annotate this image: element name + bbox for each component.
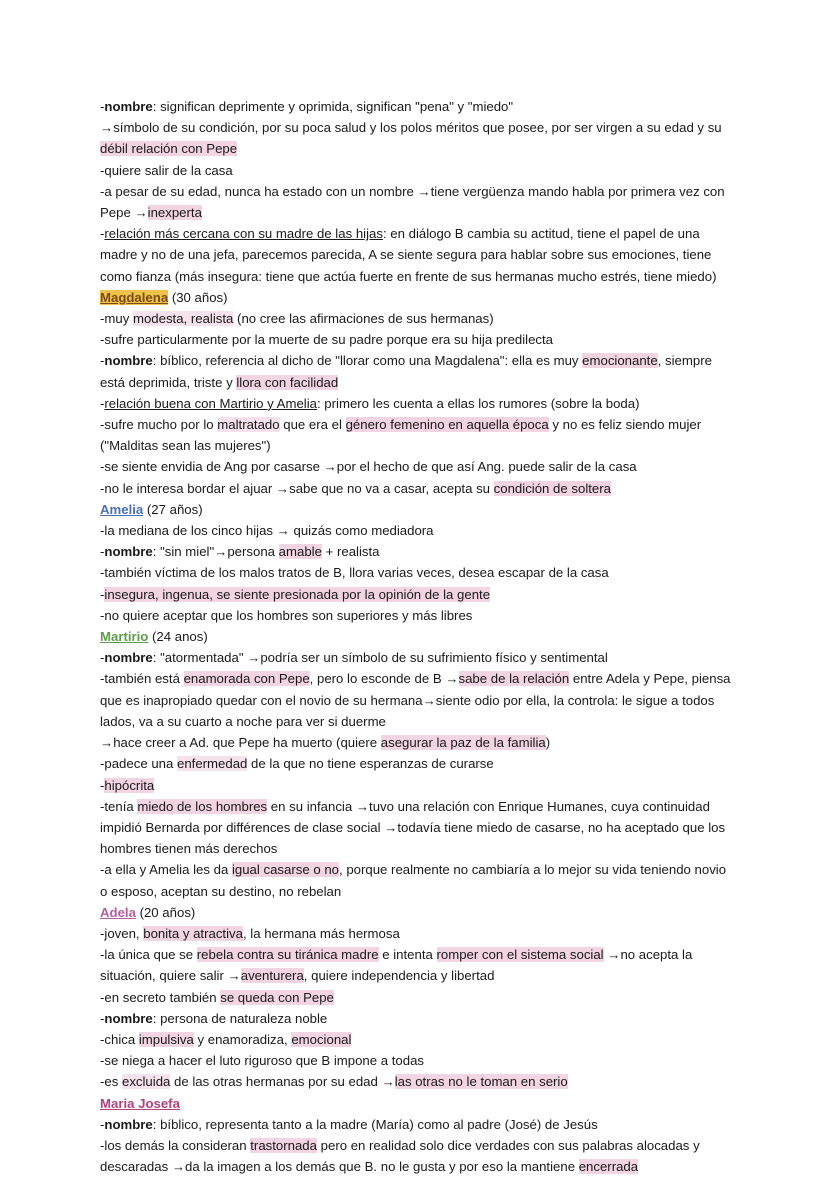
note-line <box>100 647 732 668</box>
plain-text: →no acepta la situación, quiere salir → <box>100 947 693 984</box>
plain-text: - <box>100 777 105 793</box>
note-line <box>100 584 732 605</box>
plain-text: -no quiere aceptar que los hombres son superiores y más libres <box>100 607 473 623</box>
underlined-text: relación más cercana con su madre de las hijas <box>104 226 383 242</box>
note-line <box>100 1114 732 1135</box>
plain-text: : en diálogo B cambia su actitud, tiene el papel de una madre y no de una jefa, parecemos parecida, A se siente segura para hablar sobre sus emociones, tiene como fianza (más insegura: tiene que actúa fuerte en frente de sus hermanas mucho estrés, tiene miedo) <box>100 226 717 284</box>
note-line <box>100 520 732 541</box>
plain-text: , pero lo esconde de B → <box>309 671 459 687</box>
character-name: Martirio <box>100 629 149 645</box>
character-name: Amelia <box>100 501 144 517</box>
note-line <box>100 393 732 414</box>
note-line <box>100 541 732 562</box>
character-age: (27 años) <box>143 501 203 517</box>
plain-text: : persona de naturaleza noble <box>152 1010 328 1026</box>
note-line <box>100 329 732 350</box>
section-mariajosefa <box>100 1093 732 1177</box>
highlight-pink: hipócrita <box>104 777 155 793</box>
plain-text: -sufre mucho por lo <box>100 417 218 433</box>
plain-text: -a ella y Amelia les da <box>100 862 232 878</box>
note-line <box>100 181 732 223</box>
plain-text: -tenía <box>100 798 138 814</box>
plain-text: de las otras hermanas por su edad → <box>170 1074 395 1090</box>
highlight-pink: trastornada <box>250 1137 317 1153</box>
highlight-pink: amable <box>278 544 322 560</box>
plain-text: -sufre particularmente por la muerte de su padre porque era su hija predilecta <box>100 332 554 348</box>
character-age: (20 años) <box>135 904 196 920</box>
plain-text: , siempre está deprimida, triste y <box>100 353 712 390</box>
document-body <box>100 96 732 1177</box>
plain-text: de la que no tiene esperanzas de curarse <box>247 756 494 772</box>
highlight-pink: sabe de la relación <box>458 671 570 687</box>
section-heading-magdalena <box>100 287 732 308</box>
highlight-pink: igual casarse o no <box>231 862 339 878</box>
plain-text: -padece una <box>100 756 177 772</box>
plain-text: entre Adela y Pepe, piensa que es inapropiado quedar con el novio de su hermana→siente odio por ella, la controla: le sigue a todos lados, va a su cuarto a noche para ver si duerme <box>100 671 731 729</box>
plain-text: -chica <box>100 1031 139 1047</box>
plain-text: -quiere salir de la casa <box>100 162 233 178</box>
highlight-pink: llora con facilidad <box>236 374 339 390</box>
plain-text: e intenta <box>378 947 437 963</box>
note-line <box>100 456 732 477</box>
highlight-pink-light: excluida <box>121 1074 171 1090</box>
plain-text: - <box>100 1010 105 1026</box>
bold-text: nombre <box>104 99 153 114</box>
note-line <box>100 1050 732 1071</box>
character-age: (30 años) <box>168 289 228 305</box>
plain-text: - <box>100 99 105 114</box>
section-heading-adela <box>100 902 732 923</box>
character-name: Maria Josefa <box>100 1095 180 1111</box>
plain-text: - <box>100 586 105 602</box>
character-age: (24 anos) <box>148 629 208 645</box>
highlight-pink: género femenino en aquella época <box>345 417 549 433</box>
note-line <box>100 414 732 456</box>
highlight-pink: bonita y atractiva <box>143 925 243 941</box>
plain-text: : "atormentada" →podría ser un símbolo de su sufrimiento físico y sentimental <box>152 650 608 666</box>
character-name: Adela <box>100 904 136 920</box>
plain-text: →símbolo de su condición, por su poca salud y los polos méritos que posee, por ser virgen a su edad y su <box>100 120 722 136</box>
underlined-text: relación buena con Martirio y Amelia <box>104 395 317 411</box>
plain-text: + realista <box>321 544 380 560</box>
note-line <box>100 796 732 860</box>
note-line <box>100 96 732 117</box>
section-amelia <box>100 499 732 626</box>
plain-text: que era el <box>279 417 346 433</box>
highlight-pink-light: modesta, realista <box>132 311 234 327</box>
plain-text: ) <box>545 735 551 751</box>
bold-text: nombre <box>104 544 153 560</box>
plain-text: -los demás la consideran <box>100 1137 251 1153</box>
plain-text: -también está <box>100 671 184 687</box>
note-line <box>100 605 732 626</box>
section-martirio <box>100 626 732 902</box>
plain-text: -es <box>100 1074 122 1090</box>
highlight-pink: asegurar la paz de la familia <box>380 735 546 751</box>
section-intro <box>100 96 732 287</box>
highlight-pink: débil relación con Pepe <box>100 141 238 157</box>
plain-text: -también víctima de los malos tratos de B, llora varias veces, desea escapar de la casa <box>100 565 609 581</box>
plain-text: -muy <box>100 311 133 327</box>
plain-text: , la hermana más hermosa <box>242 925 400 941</box>
plain-text: : primero les cuenta a ellas los rumores (sobre la boda) <box>316 395 640 411</box>
note-line <box>100 160 732 181</box>
plain-text: - <box>100 353 105 369</box>
note-line <box>100 923 732 944</box>
highlight-pink: romper con el sistema social <box>436 947 604 963</box>
note-line <box>100 1135 732 1177</box>
plain-text: : bíblico, representa tanto a la madre (María) como al padre (José) de Jesús <box>152 1116 598 1132</box>
bold-text: nombre <box>104 353 153 369</box>
plain-text: - <box>100 1116 105 1132</box>
highlight-pink: encerrada <box>578 1159 639 1175</box>
plain-text: y enamoradiza, <box>193 1031 292 1047</box>
highlight-pink: rebela contra su tiránica madre <box>196 947 379 963</box>
plain-text: , porque realmente no cambiaría a lo mejor su vida teniendo novio o esposo, aceptan su destino, no rebelan <box>100 862 727 899</box>
section-heading-amelia <box>100 499 732 520</box>
plain-text: : significan deprimente y oprimida, significan "pena" y "miedo" <box>152 99 514 114</box>
note-line <box>100 478 732 499</box>
note-line <box>100 775 732 796</box>
note-line <box>100 562 732 583</box>
note-line <box>100 859 732 901</box>
plain-text: : "sin miel"→persona <box>152 544 279 560</box>
highlight-pink: miedo de los hombres <box>137 798 268 814</box>
note-line <box>100 223 732 287</box>
note-line <box>100 668 732 732</box>
highlight-pink: impulsiva <box>138 1031 194 1047</box>
note-line <box>100 987 732 1008</box>
plain-text: (no cree las afirmaciones de sus hermanas) <box>233 311 494 327</box>
note-line <box>100 753 732 774</box>
section-heading-martirio <box>100 626 732 647</box>
plain-text: -a pesar de su edad, nunca ha estado con un nombre →tiene vergüenza mando habla por primera vez con Pepe → <box>100 183 725 221</box>
plain-text: -no le interesa bordar el ajuar →sabe que no va a casar, acepta su <box>100 480 494 496</box>
highlight-pink: enamorada con Pepe <box>183 671 310 687</box>
character-name: Magdalena <box>100 289 169 305</box>
section-magdalena <box>100 287 732 499</box>
highlight-pink: se queda con Pepe <box>220 989 334 1005</box>
note-line <box>100 350 732 392</box>
plain-text: : bíblico, referencia al dicho de "llorar como una Magdalena": ella es muy <box>152 353 583 369</box>
plain-text: -se niega a hacer el luto riguroso que B impone a todas <box>100 1053 425 1069</box>
plain-text: -joven, <box>100 925 144 941</box>
note-line <box>100 732 732 753</box>
note-line <box>100 944 732 986</box>
highlight-pink: inexperta <box>147 205 202 221</box>
plain-text: - <box>100 226 105 242</box>
plain-text: , quiere independencia y libertad <box>303 968 495 984</box>
highlight-pink-light: maltratado <box>217 417 280 433</box>
highlight-pink: emocional <box>291 1031 352 1047</box>
highlight-pink: insegura, ingenua, se siente presionada por la opinión de la gente <box>104 586 491 602</box>
note-line <box>100 1029 732 1050</box>
bold-text: nombre <box>104 1010 153 1026</box>
highlight-pink: aventurera <box>240 968 304 984</box>
plain-text: →hace creer a Ad. que Pepe ha muerto (quiere <box>100 735 381 751</box>
bold-text: nombre <box>104 650 153 666</box>
section-heading-mariajosefa <box>100 1093 732 1114</box>
plain-text: -se siente envidia de Ang por casarse →por el hecho de que así Ang. puede salir de la casa <box>100 459 637 475</box>
plain-text: en su infancia →tuvo una relación con Enrique Humanes, cuya continuidad impidió Bernarda por différences de clase social →todavía tiene miedo de casarse, no ha aceptado que los hombres tienen más derechos <box>100 798 726 857</box>
note-line <box>100 117 732 159</box>
plain-text: -la mediana de los cinco hijas → quizás como mediadora <box>100 523 434 539</box>
plain-text: y no es feliz siendo mujer ("Malditas sean las mujeres") <box>100 417 702 454</box>
highlight-pink: condición de soltera <box>493 480 611 496</box>
plain-text: -en secreto también <box>100 989 221 1005</box>
plain-text: -la única que se <box>100 947 197 963</box>
note-line <box>100 1071 732 1092</box>
note-line <box>100 308 732 329</box>
bold-text: nombre <box>104 1116 153 1132</box>
highlight-pink: emocionante <box>582 353 658 369</box>
highlight-pink: las otras no le toman en serio <box>394 1074 568 1090</box>
plain-text: - <box>100 544 105 560</box>
plain-text: - <box>100 650 105 666</box>
note-line <box>100 1008 732 1029</box>
highlight-pink-light: enfermedad <box>177 756 248 772</box>
section-adela <box>100 902 732 1093</box>
plain-text: - <box>100 395 105 411</box>
plain-text: pero en realidad solo dice verdades con sus palabras alocadas y descaradas →da la imagen a los demás que B. no le gusta y por eso la mantiene <box>100 1137 700 1175</box>
